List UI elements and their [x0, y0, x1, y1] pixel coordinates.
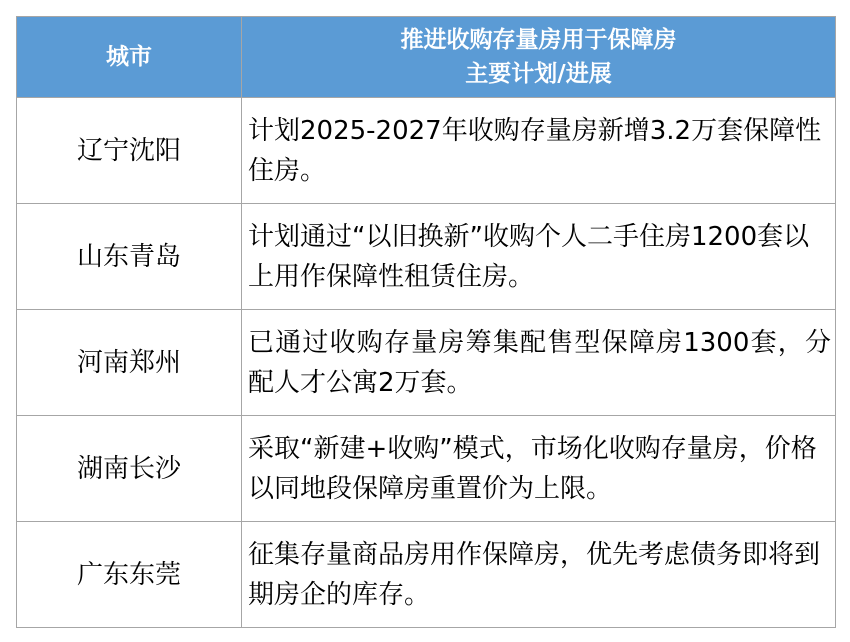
header-plan-line1: 推进收购存量房用于保障房: [400, 27, 677, 53]
plan-cell: 计划2025-2027年收购存量房新增3.2万套保障性住房。: [242, 98, 836, 204]
table-row: [17, 416, 836, 522]
table-row: [17, 522, 836, 628]
header-plan: [242, 17, 836, 98]
plan-cell: 采取“新建+收购”模式，市场化收购存量房，价格以同地段保障房重置价为上限。: [242, 416, 836, 522]
plan-cell: 已通过收购存量房筹集配售型保障房1300套，分配人才公寓2万套。: [242, 310, 836, 416]
table-header: [17, 17, 836, 98]
table-row: [17, 98, 836, 204]
policy-table: [16, 16, 836, 628]
city-cell: 山东青岛: [17, 204, 242, 310]
table-row: [17, 310, 836, 416]
header-plan-line2: 主要计划/进展: [465, 61, 612, 87]
city-cell: 广东东莞: [17, 522, 242, 628]
city-cell: 辽宁沈阳: [17, 98, 242, 204]
table-body: [17, 98, 836, 628]
header-row: [17, 17, 836, 98]
plan-cell: 征集存量商品房用作保障房，优先考虑债务即将到期房企的库存。: [242, 522, 836, 628]
city-cell: 湖南长沙: [17, 416, 242, 522]
header-city: 城市: [17, 17, 242, 98]
table-row: [17, 204, 836, 310]
plan-cell: 计划通过“以旧换新”收购个人二手住房1200套以上用作保障性租赁住房。: [242, 204, 836, 310]
city-cell: 河南郑州: [17, 310, 242, 416]
